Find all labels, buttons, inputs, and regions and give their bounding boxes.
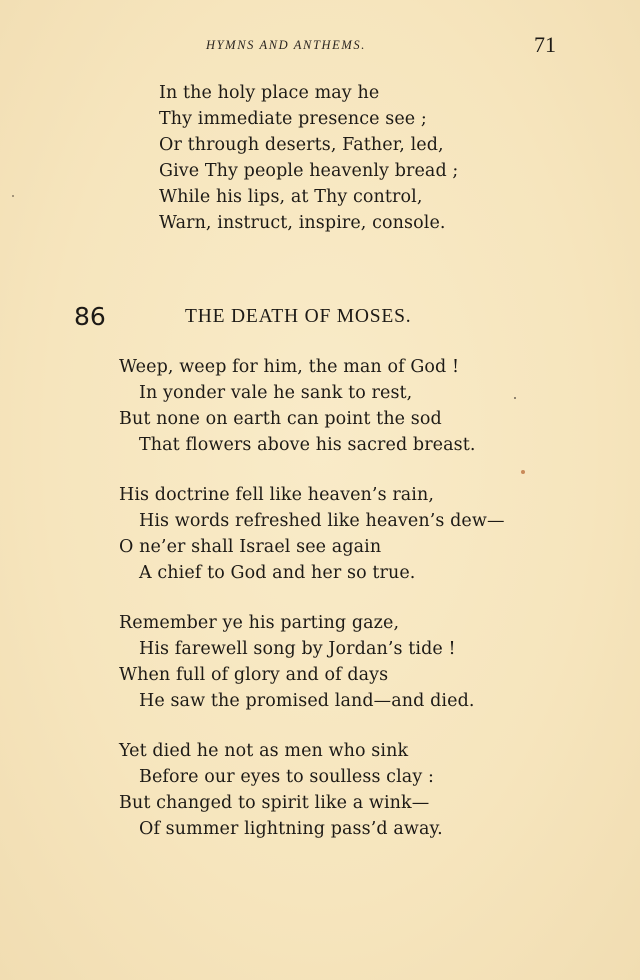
verse-line: Before our eyes to soulless clay : [139, 767, 434, 787]
verse-line: Give Thy people heavenly bread ; [159, 161, 459, 181]
verse-line: But none on earth can point the sod [119, 409, 442, 429]
verse-line: In the holy place may he [159, 83, 380, 103]
running-head: HYMNS AND ANTHEMS. [206, 38, 366, 52]
verse-line: Of summer lightning pass’d away. [139, 819, 443, 839]
verse-line: That flowers above his sacred breast. [139, 435, 476, 455]
paper-speck [12, 195, 14, 197]
verse-line: He saw the promised land—and died. [139, 691, 475, 711]
verse-line: In yonder vale he sank to rest, [139, 383, 413, 403]
verse-line: Warn, instruct, inspire, console. [159, 213, 446, 233]
verse-line: A chief to God and her so true. [139, 563, 416, 583]
verse-line: Or through deserts, Father, led, [159, 135, 444, 155]
page-number: 71 [534, 32, 556, 57]
verse-line: His doctrine fell like heaven’s rain, [119, 485, 435, 505]
hymn-title: THE DEATH OF MOSES. [185, 306, 412, 327]
verse-line: Yet died he not as men who sink [119, 741, 409, 761]
verse-line: But changed to spirit like a wink— [119, 793, 430, 813]
verse-line: His farewell song by Jordan’s tide ! [139, 639, 456, 659]
verse-line: O ne’er shall Israel see again [119, 537, 382, 557]
hymn-number: 86 [74, 302, 106, 331]
verse-line: When full of glory and of days [119, 665, 389, 685]
verse-line: His words refreshed like heaven’s dew— [139, 511, 505, 531]
verse-line: Remember ye his parting gaze, [119, 613, 400, 633]
verse-line: Weep, weep for him, the man of God ! [119, 357, 460, 377]
paper-speck [514, 397, 516, 399]
verse-line: Thy immediate presence see ; [159, 109, 427, 129]
paper-speck [521, 470, 525, 474]
verse-line: While his lips, at Thy control, [159, 187, 423, 207]
